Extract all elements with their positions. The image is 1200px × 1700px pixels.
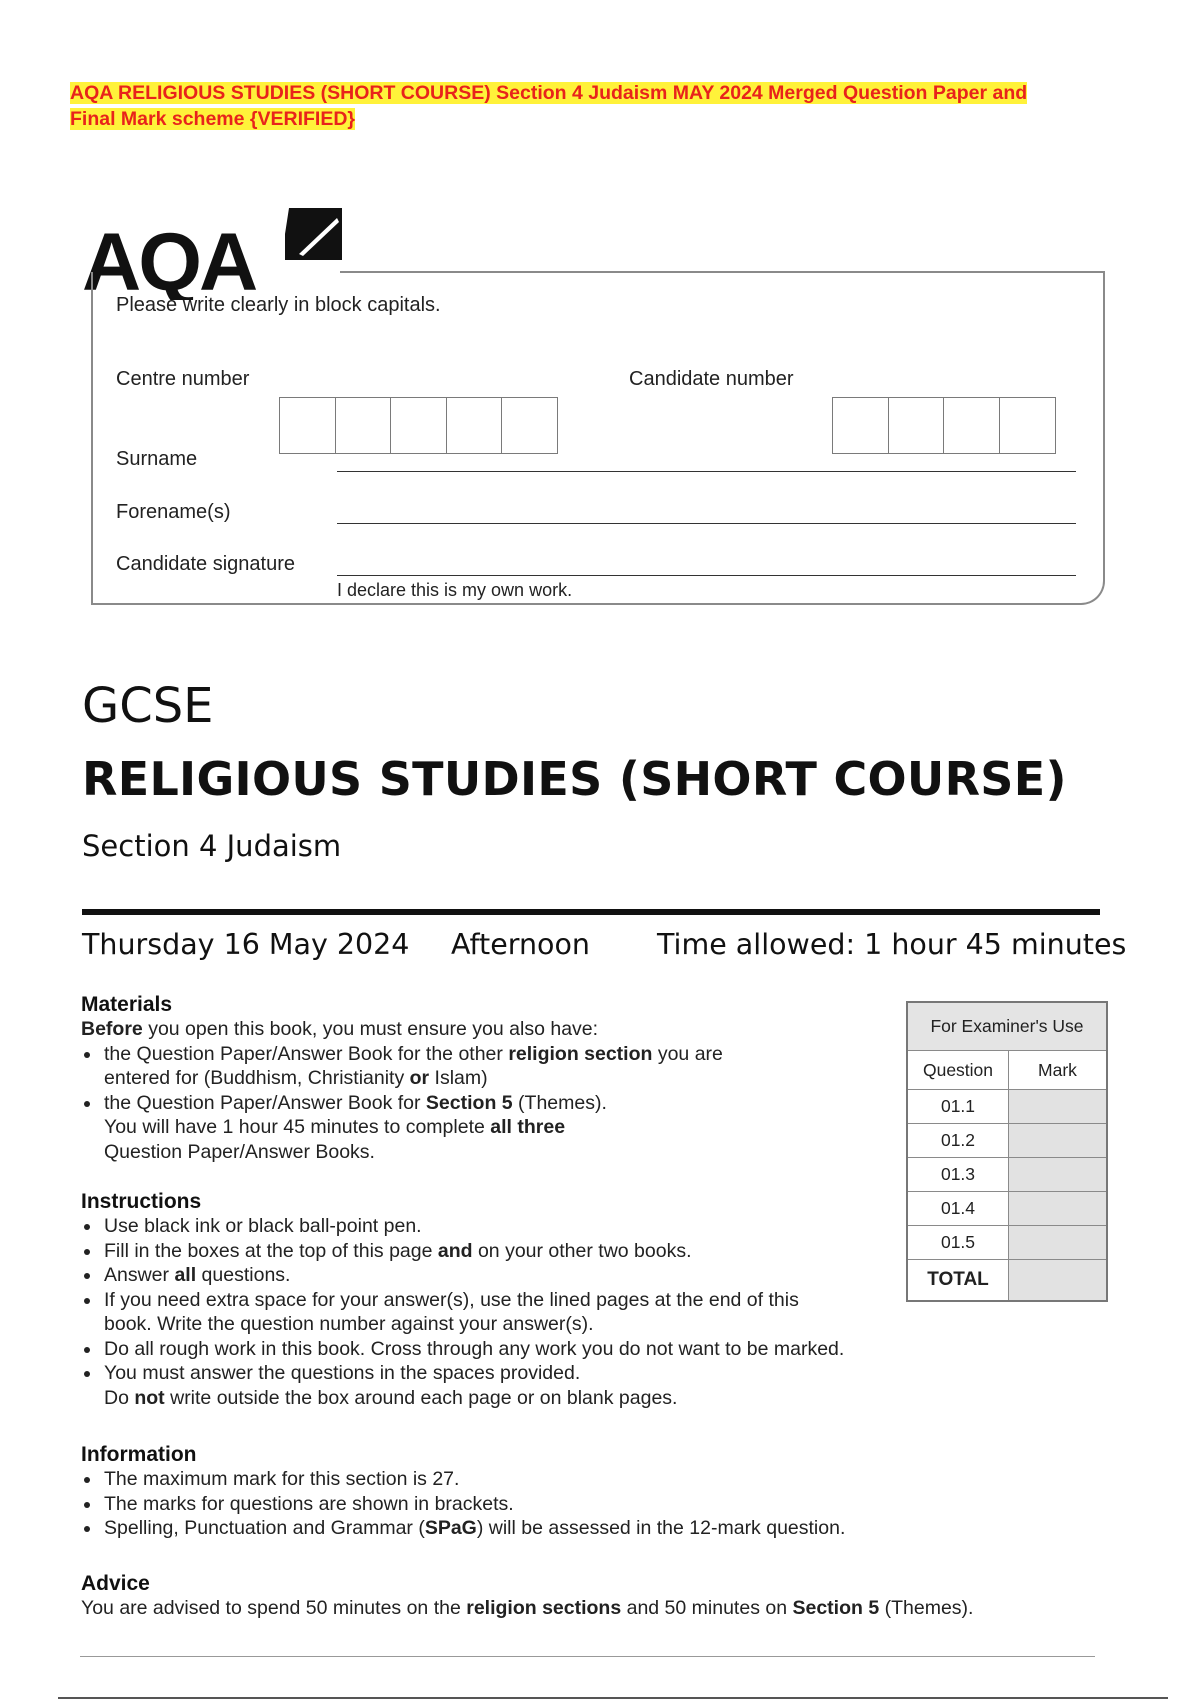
instructions-section (81, 1190, 916, 1410)
text-run-bold: Section 5 (425, 1091, 513, 1114)
centre-number-digit[interactable] (446, 397, 503, 454)
instruction-item (81, 1214, 916, 1239)
information-item (81, 1492, 916, 1517)
centre-number-digit[interactable] (279, 397, 336, 454)
surname-write-line[interactable] (337, 471, 1076, 472)
declaration-text: I declare this is my own work. (337, 580, 573, 600)
text-run: If you need extra space for your answer(s), use the lined pages at the end of this book. Write the question number against your answer(s). (104, 1288, 799, 1335)
mark-cell[interactable] (1009, 1090, 1108, 1124)
materials-item (81, 1091, 761, 1165)
aqa-logo-text: AQA (82, 217, 256, 300)
question-number: 01.2 (907, 1124, 1009, 1158)
header-rule (82, 909, 1100, 915)
text-run: (Themes). (879, 1597, 974, 1619)
advice-heading: Advice (81, 1572, 150, 1595)
text-run: Answer (104, 1264, 175, 1286)
text-run-bold: all three (490, 1116, 566, 1138)
exam-date: Thursday 16 May 2024 (82, 928, 410, 961)
text-run: Do (104, 1386, 135, 1409)
centre-number-label: Centre number (116, 368, 250, 390)
materials-heading: Materials (81, 993, 173, 1016)
subject-title: RELIGIOUS STUDIES (SHORT COURSE) (82, 752, 1067, 806)
examiner-table-caption: For Examiner's Use (907, 1002, 1107, 1051)
exam-session: Afternoon (451, 928, 590, 961)
mark-cell[interactable] (1009, 1158, 1108, 1192)
qualification-level: GCSE (82, 678, 214, 734)
candidate-number-boxes[interactable] (832, 397, 1054, 454)
text-run: Use black ink or black ball-point pen. (104, 1215, 422, 1237)
materials-intro-bold: Before (81, 1018, 143, 1040)
text-run: The marks for questions are shown in brackets. (104, 1492, 514, 1515)
centre-number-digit[interactable] (390, 397, 447, 454)
instructions-heading: Instructions (81, 1190, 202, 1213)
text-run: Question Paper/Answer Books. (104, 1140, 375, 1163)
text-run: You are advised to spend 50 minutes on the (81, 1597, 467, 1619)
signature-write-line[interactable] (337, 575, 1076, 576)
text-run-bold: religion section (508, 1042, 653, 1065)
text-run-bold: all (174, 1264, 197, 1286)
materials-intro-text: you open this book, you must ensure you also have: (142, 1018, 599, 1040)
signature-label: Candidate signature (116, 553, 296, 575)
text-run: Islam) (429, 1067, 488, 1089)
text-run-bold: Section 5 (792, 1597, 880, 1619)
materials-section (81, 993, 761, 1164)
instruction-item (81, 1263, 916, 1288)
mark-column-header: Mark (1009, 1051, 1108, 1090)
instruction-item (81, 1288, 839, 1337)
surname-label: Surname (116, 448, 198, 470)
instructions-list (81, 1214, 916, 1410)
candidate-number-digit[interactable] (832, 397, 889, 454)
text-run-bold: religion sections (466, 1597, 622, 1619)
question-number: 01.3 (907, 1158, 1009, 1192)
question-number: 01.4 (907, 1192, 1009, 1226)
instruction-item (81, 1361, 916, 1410)
text-run-bold: and (437, 1239, 473, 1262)
instruction-item (81, 1239, 916, 1264)
mark-cell[interactable] (1009, 1192, 1108, 1226)
document-banner-title (70, 80, 1160, 132)
materials-list (81, 1042, 761, 1165)
question-number: 01.5 (907, 1226, 1009, 1260)
information-heading: Information (81, 1443, 197, 1466)
candidate-number-label: Candidate number (629, 368, 794, 390)
text-run: You must answer the questions in the spaces provided. (104, 1362, 581, 1384)
text-run: You will have 1 hour 45 minutes to complete (104, 1116, 491, 1138)
page-bottom-rule (58, 1697, 1168, 1699)
information-item (81, 1516, 916, 1541)
text-run: ) will be assessed in the 12-mark question. (476, 1517, 846, 1539)
mark-cell[interactable] (1009, 1124, 1108, 1158)
text-run: you are entered for (Buddhism, Christianity (104, 1042, 723, 1089)
total-label: TOTAL (907, 1260, 1009, 1302)
text-run-bold: not (134, 1386, 165, 1409)
centre-number-digit[interactable] (501, 397, 558, 454)
banner-line-2: Final Mark scheme {VERIFIED} (70, 108, 356, 130)
forename-write-line[interactable] (337, 523, 1076, 524)
footer-rule (80, 1656, 1095, 1657)
question-column-header: Question (907, 1051, 1009, 1090)
time-allowed: Time allowed: 1 hour 45 minutes (657, 928, 1127, 961)
advice-section (81, 1572, 1081, 1621)
information-item (81, 1467, 916, 1492)
advice-text (81, 1596, 1081, 1621)
text-run: on your other two books. (472, 1239, 692, 1262)
banner-line-1: AQA RELIGIOUS STUDIES (SHORT COURSE) Section 4 Judaism MAY 2024 Merged Question Paper and (70, 82, 1028, 104)
centre-number-boxes[interactable] (279, 397, 557, 454)
candidate-number-digit[interactable] (999, 397, 1056, 454)
materials-item (81, 1042, 761, 1091)
information-list (81, 1467, 916, 1541)
text-run: questions. (196, 1264, 291, 1286)
text-run: The maximum mark for this section is 27. (104, 1468, 460, 1490)
total-mark-cell[interactable] (1009, 1260, 1108, 1302)
text-run: (Themes). (512, 1091, 607, 1114)
text-run: the Question Paper/Answer Book for the other (104, 1042, 509, 1065)
text-run: Do all rough work in this book. Cross through any work you do not want to be marked. (104, 1337, 845, 1360)
text-run: Spelling, Punctuation and Grammar ( (104, 1517, 425, 1539)
candidate-number-digit[interactable] (943, 397, 1000, 454)
block-capitals-instruction: Please write clearly in block capitals. (116, 294, 441, 316)
forename-label: Forename(s) (116, 501, 231, 523)
text-run: Fill in the boxes at the top of this page (104, 1239, 438, 1262)
mark-cell[interactable] (1009, 1226, 1108, 1260)
information-section (81, 1443, 916, 1541)
section-title: Section 4 Judaism (82, 829, 342, 863)
candidate-number-digit[interactable] (888, 397, 945, 454)
text-run-bold: or (409, 1067, 430, 1089)
text-run: and 50 minutes on (621, 1597, 793, 1619)
instruction-item (81, 1337, 916, 1362)
text-run-bold: SPaG (424, 1517, 477, 1539)
text-run: the Question Paper/Answer Book for (104, 1091, 426, 1114)
examiner-use-table (906, 1001, 1108, 1302)
question-number: 01.1 (907, 1090, 1009, 1124)
materials-intro (81, 1017, 761, 1042)
centre-number-digit[interactable] (335, 397, 392, 454)
text-run: write outside the box around each page or on blank pages. (164, 1386, 678, 1409)
